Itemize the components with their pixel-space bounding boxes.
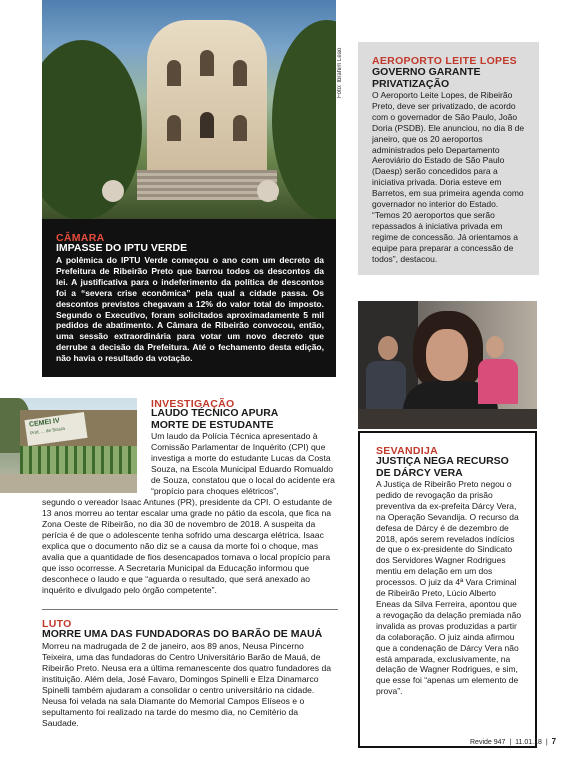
sevandija-box — [358, 431, 537, 748]
aeroporto-headline: GOVERNO GARANTE PRIVATIZAÇÃO — [372, 66, 481, 90]
camara-box — [42, 219, 336, 377]
footer-magazine: Revide 947 — [470, 739, 506, 746]
luto-kicker: LUTO — [42, 618, 72, 630]
school-sign-line1: CEMEI IV — [28, 417, 61, 429]
aeroporto-body: O Aeroporto Leite Lopes, de Ribeirão Preto, deve ser privatizado, de acordo com o governador de São Paulo, João Doria (PSDB). Ele anunciou, no dia 8 de janeiro, que os 20 aeroportos administrados pelo Departamento Aeroviário do Estado de São Paulo (Daesp) serão concedidos para a iniciativa privada. Doria esteve em Barretos, em sua primeira agenda como governador no interior do Estado. “Temos 20 aeroportos que serão repassados à iniciativa privada em regime de concessão. Já orientamos a equipe para preparar a concessão de todos”, destacou. — [372, 90, 525, 264]
page-number: 7 — [551, 737, 557, 746]
aeroporto-box — [358, 42, 539, 275]
investigacao-body-wide: segundo o vereador Isaac Antunes (PR), presidente da CPI. O estudante de 13 anos morreu ao tentar escalar uma grade no pátio da escola, que fica na Zona Oeste de Ribeirão, no dia 30 de novembro de 2018. A suspeita da perícia é de que o adolescente tenha sofrido uma descarga elétrica. Isaac explica que o documento não diz se a causa da morte foi o choque, mas avalia que a quantidade de fios desencapados tornava o local propício para que isso ocorresse. A Secretaria Municipal da Educação informou que desconhece o laudo e que “aguarda o resultado, que será anexado ao inquérito e divulgado pelo órgão competente”. — [42, 497, 332, 595]
page-footer: Revide 947 | 11.01.18 | 7 — [470, 737, 557, 746]
darcy-vera-photo — [358, 301, 537, 429]
aeroporto-kicker: AEROPORTO LEITE LOPES — [372, 55, 517, 67]
luto-body: Morreu na madrugada de 2 de janeiro, aos 89 anos, Neusa Pincerno Teixeira, uma das fundadoras do Centro Universitário Barão de Mauá, de Ribeirão Preto. Neusa era a última remanescente dos quatro fundadores da instituição. Além dela, José Favaro, Domingos Spinelli e Elza Dinamarco Spinelli também ajudaram a consolidar o centro universitário na cidade. Neusa foi velada na sala Diamante do Memorial Campos Elíseos e o sepultamento foi realizado na tarde do mesmo dia, no Cemitério da Saudade. — [42, 641, 332, 728]
photo-credit: Foto: Ibrahim Leão — [337, 47, 343, 98]
investigacao-headline: LAUDO TÉCNICO APURA MORTE DE ESTUDANTE — [151, 407, 278, 431]
camara-kicker: CÂMARA — [56, 232, 105, 244]
palace-photo — [42, 0, 336, 219]
camara-headline: IMPASSE DO IPTU VERDE — [56, 242, 188, 254]
investigacao-kicker: INVESTIGAÇÃO — [151, 398, 235, 410]
school-sign-line2: Prof. ... de Souza — [29, 425, 66, 436]
luto-headline: MORRE UMA DAS FUNDADORAS DO BARÃO DE MAUÁ — [42, 628, 323, 640]
sevandija-kicker: SEVANDIJA — [376, 445, 439, 457]
section-divider — [42, 609, 338, 610]
footer-date: 11.01.18 — [515, 739, 542, 746]
school-photo — [0, 398, 137, 493]
camara-body: A polêmica do IPTU Verde começou o ano com um decreto da Prefeitura de Ribeirão Preto que barrou todos os descontos da lei. A justificativa para o indeferimento da política de descontos foi a “severa crise econômica” pela qual a cidade passa. Os descontos previstos chegavam a 12% do valor total do imposto. Segundo o Executivo, foram solicitados aproximadamente 5 mil pedidos de abatimento. A Câmara de Ribeirão convocou, então, uma sessão extraordinária para votar um novo decreto que derrube a decisão da Prefeitura. Até o fechamento desta edição, não havia o resultado da votação. — [56, 255, 324, 364]
sevandija-body: A Justiça de Ribeirão Preto negou o pedido de revogação da prisão preventiva da ex-prefeita Dárcy Vera, na Operação Sevandija. O recurso da defesa de Dárcy é de dezembro de 2018, após serem revelados indícios de que o ex-presidente do Sindicato dos Servidores Wagner Rodrigues mentiu em delação em um dos processos. O juiz da 4ª Vara Criminal de Ribeirão Preto, Lúcio Alberto Eneas da Silva Ferreira, apontou que a revogação da delação premiada não invalida as provas produzidas a partir da colaboração. O juiz ainda afirmou que a condenação de Dárcy Vera não está amparada, exclusivamente, na delação de Wagner Rodrigues, e sim, que esse foi “apenas um elemento de prova”. — [376, 479, 522, 697]
investigacao-body-narrow: Um laudo da Polícia Técnica apresentado à Comissão Parlamentar de Inquérito (CPI) que investiga a morte do estudante Lucas da Costa Souza, na Escola Municipal Eduardo Romualdo de Souza, constatou que o local do acidente era “propício para choques elétricos”, — [151, 431, 335, 496]
sevandija-headline: JUSTIÇA NEGA RECURSO DE DÁRCY VERA — [376, 455, 509, 479]
